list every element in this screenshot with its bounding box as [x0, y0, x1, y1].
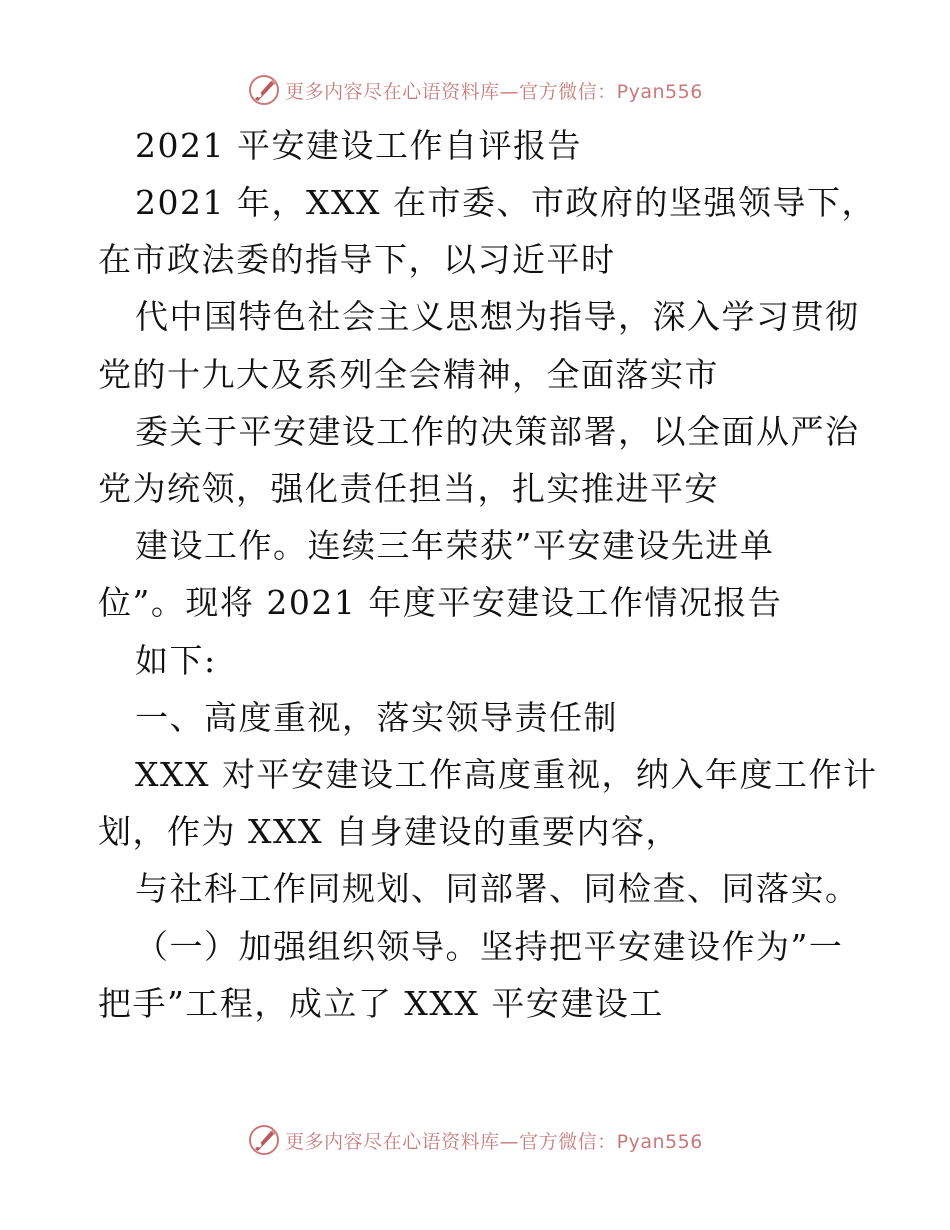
paragraph-line: XXX 对平安建设工作高度重视，纳入年度工作计	[135, 755, 878, 794]
paragraph-line: 划，作为 XXX 自身建设的重要内容，	[98, 812, 680, 851]
paragraph-line: 委关于平安建设工作的决策部署，以全面从严治	[135, 412, 860, 451]
feather-pen-logo-icon	[247, 73, 281, 107]
paragraph-line: 党为统领，强化责任担当，扎实推进平安	[98, 469, 719, 508]
paragraph-line: 建设工作。连续三年荣获”平安建设先进单	[135, 526, 775, 565]
paragraph-line: 党的十九大及系列全会精神，全面落实市	[98, 355, 719, 394]
paragraph-line: 把手”工程，成立了 XXX 平安建设工	[98, 984, 664, 1023]
paragraph-line: 2021 年，XXX 在市委、市政府的坚强领导下，	[135, 183, 876, 222]
section-heading: 一、高度重视，落实领导责任制	[135, 698, 618, 737]
paragraph-line: 代中国特色社会主义思想为指导，深入学习贯彻	[135, 297, 860, 336]
paragraph-line: 与社科工作同规划、同部署、同检查、同落实。	[135, 869, 860, 908]
paragraph-line: 位”。现将 2021 年度平安建设工作情况报告	[98, 583, 783, 622]
feather-pen-logo-icon	[247, 1123, 281, 1157]
watermark-text: 更多内容尽在心语资料库—官方微信：Pyan556	[285, 1130, 703, 1153]
paragraph-line: 在市政法委的指导下，以习近平时	[98, 240, 616, 279]
header-watermark	[0, 70, 950, 110]
paragraph-line: （一）加强组织领导。坚持把平安建设作为”一	[135, 927, 844, 966]
watermark-text: 更多内容尽在心语资料库—官方微信：Pyan556	[285, 80, 703, 103]
footer-watermark	[0, 1120, 950, 1160]
paragraph-line: 如下:	[135, 641, 217, 680]
document-title: 2021 平安建设工作自评报告	[135, 126, 582, 165]
